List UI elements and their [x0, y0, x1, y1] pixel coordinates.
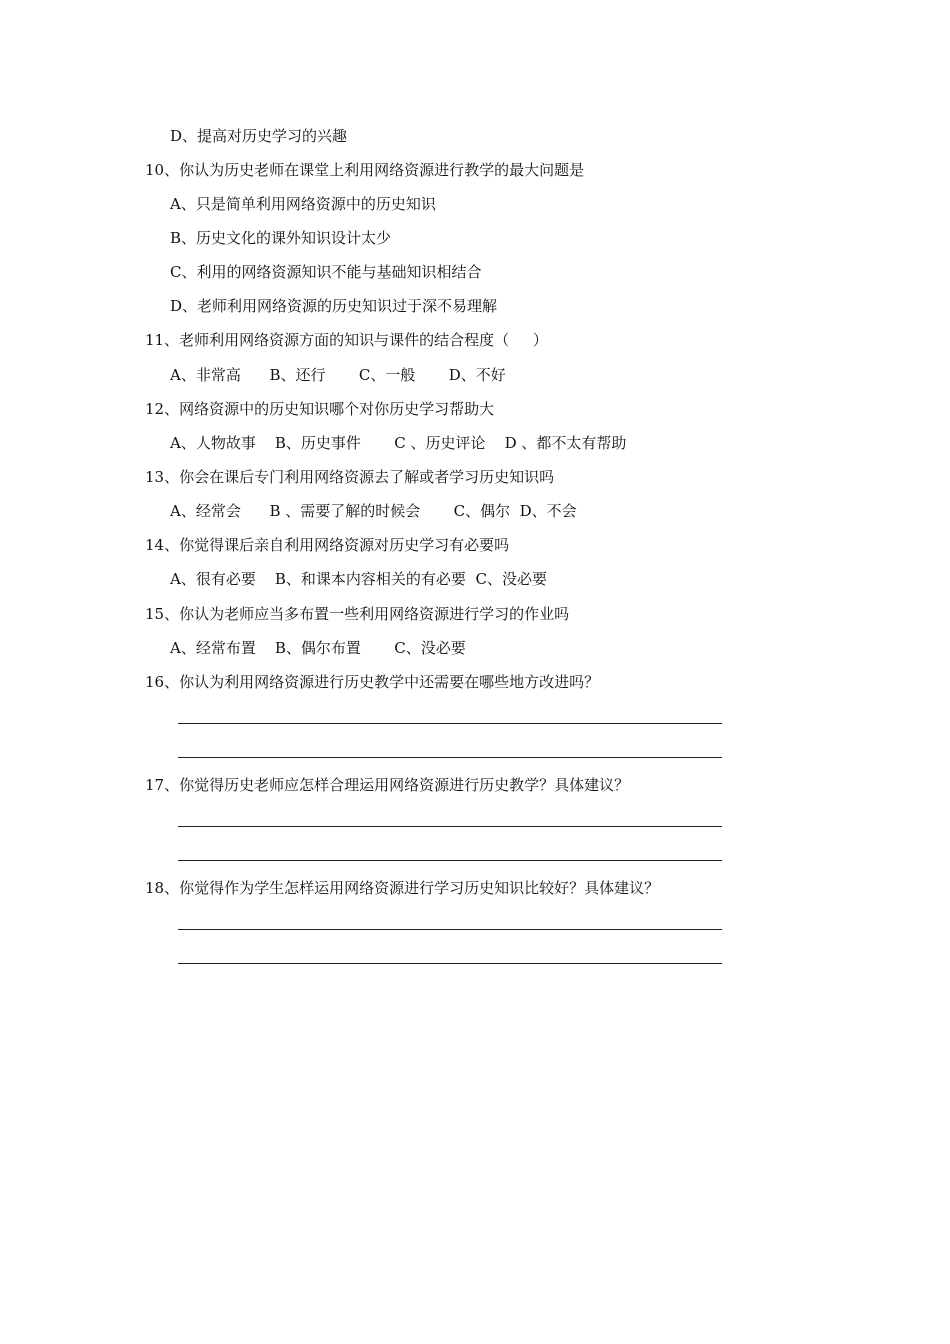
q10-option-d: D、老师利用网络资源的历史知识过于深不易理解 [170, 297, 498, 315]
q14-options: A、很有必要 B、和课本内容相关的有必要 C、没必要 [170, 570, 547, 588]
answer-line-18a[interactable] [178, 929, 722, 930]
answer-line-16b[interactable] [178, 757, 722, 758]
question-14: 14、你觉得课后亲自利用网络资源对历史学习有必要吗 [145, 536, 510, 554]
q15-options: A、经常布置 B、偶尔布置 C、没必要 [170, 639, 466, 657]
q10-option-a: A、只是简单利用网络资源中的历史知识 [170, 195, 436, 213]
question-12: 12、网络资源中的历史知识哪个对你历史学习帮助大 [145, 400, 495, 418]
q9-option-d: D、提高对历史学习的兴趣 [170, 127, 348, 145]
question-16: 16、你认为利用网络资源进行历史教学中还需要在哪些地方改进吗？ [145, 673, 600, 691]
answer-line-17a[interactable] [178, 826, 722, 827]
answer-line-18b[interactable] [178, 963, 722, 964]
question-18: 18、你觉得作为学生怎样运用网络资源进行学习历史知识比较好？具体建议？ [145, 879, 660, 897]
answer-line-16a[interactable] [178, 723, 722, 724]
q12-options: A、人物故事 B、历史事件 C 、历史评论 D 、都不太有帮助 [170, 434, 627, 452]
q11-options: A、非常高 B、还行 C、一般 D、不好 [170, 366, 506, 384]
answer-line-17b[interactable] [178, 860, 722, 861]
question-17: 17、你觉得历史老师应怎样合理运用网络资源进行历史教学？具体建议？ [145, 776, 630, 794]
q13-options: A、经常会 B 、需要了解的时候会 C、偶尔 D、不会 [170, 502, 577, 520]
question-10: 10、你认为历史老师在课堂上利用网络资源进行教学的最大问题是 [145, 161, 585, 179]
q10-option-c: C、利用的网络资源知识不能与基础知识相结合 [170, 263, 482, 281]
question-11: 11、老师利用网络资源方面的知识与课件的结合程度（ ） [145, 331, 548, 349]
question-15: 15、你认为老师应当多布置一些利用网络资源进行学习的作业吗 [145, 605, 570, 623]
q10-option-b: B、历史文化的课外知识设计太少 [170, 229, 392, 247]
question-13: 13、你会在课后专门利用网络资源去了解或者学习历史知识吗 [145, 468, 555, 486]
